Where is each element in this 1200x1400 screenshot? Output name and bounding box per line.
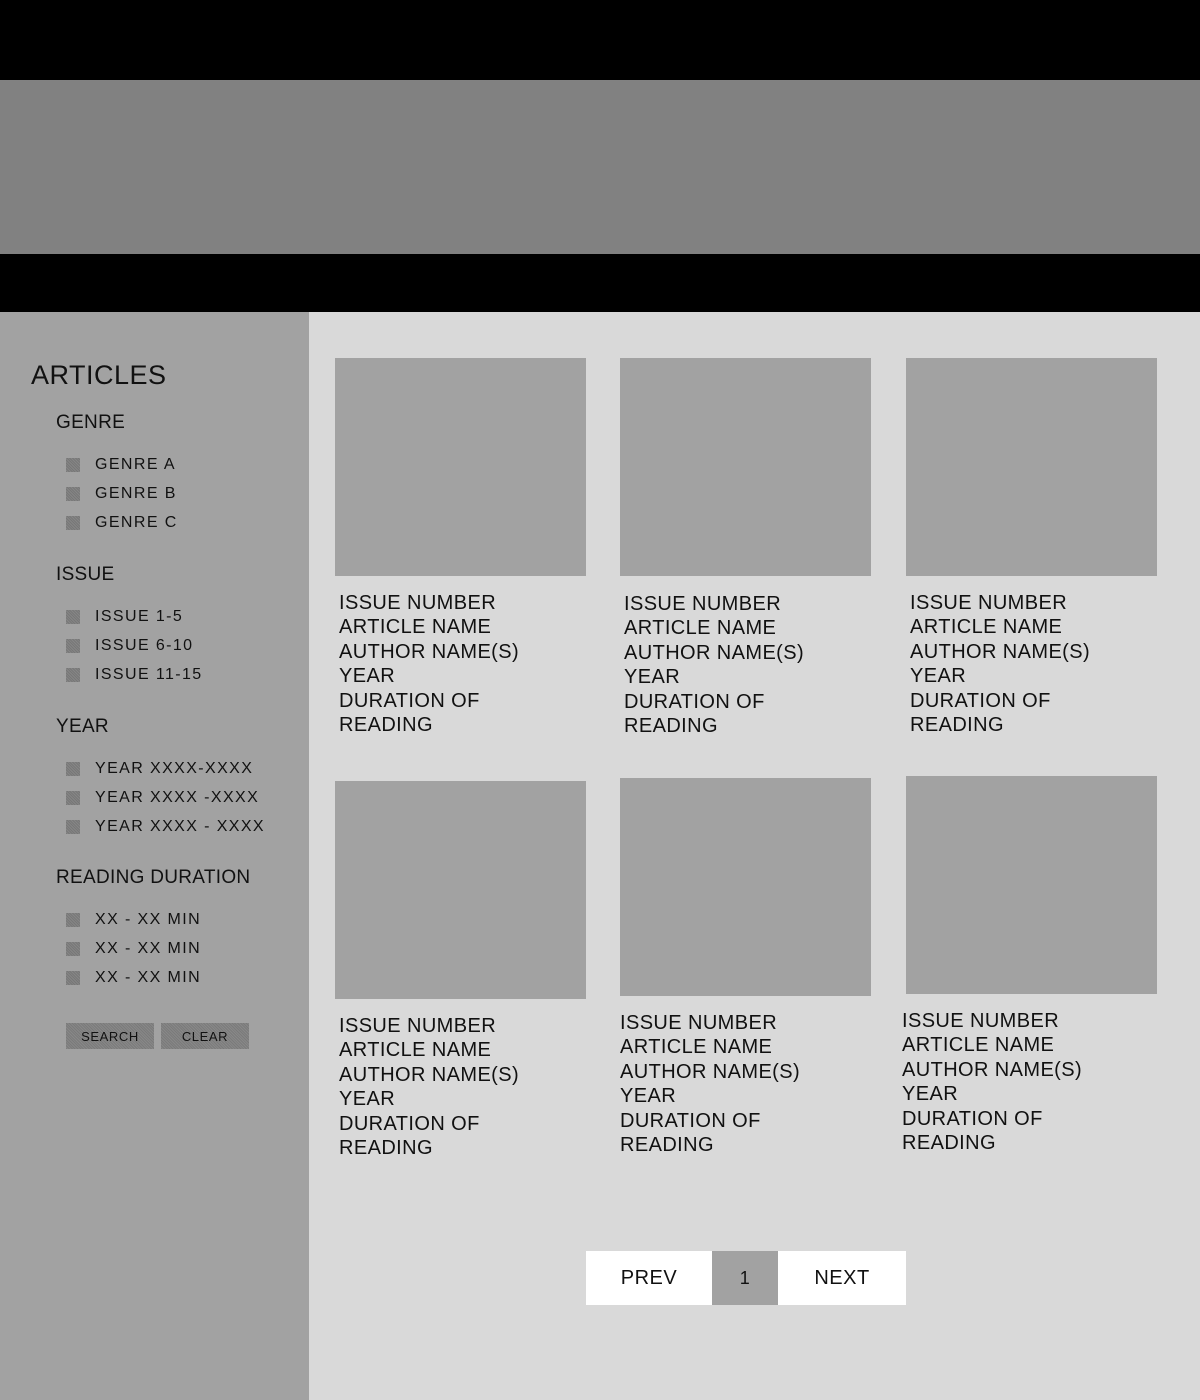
author-names: AUTHOR NAME(S) <box>624 641 805 664</box>
filter-option-label: GENRE A <box>95 455 176 473</box>
filter-option-duration-3[interactable] <box>66 963 250 992</box>
prev-page-button[interactable]: PREV <box>586 1251 712 1305</box>
filter-option-duration-2[interactable] <box>66 934 250 963</box>
filter-group-year <box>56 716 265 841</box>
filter-option-year-2[interactable] <box>66 783 265 812</box>
filter-option-label: GENRE C <box>95 513 178 531</box>
article-thumbnail[interactable] <box>335 781 586 999</box>
article-year: YEAR <box>902 1083 959 1106</box>
filter-heading-issue: ISSUE <box>56 564 115 585</box>
pagination <box>586 1251 906 1305</box>
reading-duration-line-1: DURATION OF <box>339 1112 480 1135</box>
article-thumbnail[interactable] <box>620 778 871 996</box>
article-year: YEAR <box>624 666 681 689</box>
article-card[interactable] <box>902 776 1157 1155</box>
article-name[interactable]: ARTICLE NAME <box>910 616 1063 639</box>
article-name[interactable]: ARTICLE NAME <box>339 1039 492 1062</box>
article-thumbnail[interactable] <box>906 358 1157 576</box>
checkbox-icon[interactable] <box>66 639 80 653</box>
filter-group-reading-duration <box>56 867 250 992</box>
filter-heading-year: YEAR <box>56 716 109 737</box>
author-names: AUTHOR NAME(S) <box>339 640 520 663</box>
checkbox-icon[interactable] <box>66 516 80 530</box>
search-button[interactable]: SEARCH <box>66 1023 154 1049</box>
filter-option-genre-a[interactable] <box>66 450 178 479</box>
article-details <box>906 591 1157 737</box>
reading-duration-line-2: READING <box>624 715 718 738</box>
article-details <box>902 1009 1157 1155</box>
article-year: YEAR <box>339 665 396 688</box>
article-thumbnail[interactable] <box>620 358 871 576</box>
article-card[interactable] <box>335 358 586 737</box>
filter-option-year-1[interactable] <box>66 754 265 783</box>
filter-option-year-3[interactable] <box>66 812 265 841</box>
checkbox-icon[interactable] <box>66 791 80 805</box>
next-page-button[interactable]: NEXT <box>778 1251 906 1305</box>
article-card[interactable] <box>620 358 871 738</box>
reading-duration-line-2: READING <box>902 1132 996 1155</box>
filter-option-label: XX - XX MIN <box>95 910 202 928</box>
filter-option-issue-1-5[interactable] <box>66 602 203 631</box>
filter-option-label: YEAR XXXX -XXXX <box>95 788 260 806</box>
issue-number: ISSUE NUMBER <box>902 1010 1060 1032</box>
article-details <box>335 1014 586 1160</box>
filter-option-duration-1[interactable] <box>66 905 250 934</box>
filter-option-label: XX - XX MIN <box>95 939 202 957</box>
article-thumbnail[interactable] <box>335 358 586 576</box>
reading-duration-line-2: READING <box>339 1137 433 1160</box>
filter-option-label: YEAR XXXX - XXXX <box>95 817 266 835</box>
reading-duration-line-1: DURATION OF <box>624 690 765 713</box>
issue-number: ISSUE NUMBER <box>624 593 782 615</box>
current-page-button[interactable]: 1 <box>712 1251 778 1305</box>
clear-button[interactable]: CLEAR <box>161 1023 249 1049</box>
issue-number: ISSUE NUMBER <box>339 592 497 614</box>
top-header-bar <box>0 0 1200 80</box>
filter-option-genre-b[interactable] <box>66 479 178 508</box>
article-year: YEAR <box>910 665 967 688</box>
filter-option-issue-11-15[interactable] <box>66 660 203 689</box>
reading-duration-line-2: READING <box>339 714 433 737</box>
filter-heading-reading-duration: READING DURATION <box>56 867 251 888</box>
reading-duration-line-1: DURATION OF <box>620 1109 761 1132</box>
article-thumbnail[interactable] <box>906 776 1157 994</box>
navigation-bar <box>0 254 1200 312</box>
article-year: YEAR <box>620 1085 677 1108</box>
checkbox-icon[interactable] <box>66 971 80 985</box>
reading-duration-line-1: DURATION OF <box>902 1107 1043 1130</box>
reading-duration-line-1: DURATION OF <box>339 689 480 712</box>
filter-option-label: ISSUE 11-15 <box>95 665 203 683</box>
filter-option-label: XX - XX MIN <box>95 968 202 986</box>
filter-option-label: ISSUE 1-5 <box>95 607 184 625</box>
author-names: AUTHOR NAME(S) <box>910 640 1091 663</box>
checkbox-icon[interactable] <box>66 487 80 501</box>
sidebar-title: ARTICLES <box>31 360 167 390</box>
filter-option-genre-c[interactable] <box>66 508 178 537</box>
article-name[interactable]: ARTICLE NAME <box>339 616 492 639</box>
author-names: AUTHOR NAME(S) <box>339 1063 520 1086</box>
article-name[interactable]: ARTICLE NAME <box>620 1036 773 1059</box>
filter-sidebar <box>0 312 309 1400</box>
issue-number: ISSUE NUMBER <box>339 1015 497 1037</box>
reading-duration-line-2: READING <box>620 1134 714 1157</box>
filter-option-issue-6-10[interactable] <box>66 631 203 660</box>
checkbox-icon[interactable] <box>66 942 80 956</box>
reading-duration-line-2: READING <box>910 714 1004 737</box>
article-details <box>335 591 586 737</box>
checkbox-icon[interactable] <box>66 820 80 834</box>
article-card[interactable] <box>906 358 1157 737</box>
reading-duration-line-1: DURATION OF <box>910 689 1051 712</box>
article-details <box>620 1011 871 1157</box>
hero-banner <box>0 80 1200 254</box>
articles-grid <box>309 312 1200 1400</box>
checkbox-icon[interactable] <box>66 458 80 472</box>
article-card[interactable] <box>335 781 586 1160</box>
article-name[interactable]: ARTICLE NAME <box>624 617 777 640</box>
author-names: AUTHOR NAME(S) <box>902 1058 1083 1081</box>
author-names: AUTHOR NAME(S) <box>620 1060 801 1083</box>
article-year: YEAR <box>339 1088 396 1111</box>
filter-option-label: GENRE B <box>95 484 177 502</box>
filter-option-label: YEAR XXXX-XXXX <box>95 759 254 777</box>
checkbox-icon[interactable] <box>66 668 80 682</box>
checkbox-icon[interactable] <box>66 913 80 927</box>
checkbox-icon[interactable] <box>66 762 80 776</box>
filter-group-genre <box>56 412 178 537</box>
article-card[interactable] <box>620 778 871 1157</box>
filter-group-issue <box>56 564 203 689</box>
filter-heading-genre: GENRE <box>56 412 126 433</box>
issue-number: ISSUE NUMBER <box>910 592 1068 614</box>
issue-number: ISSUE NUMBER <box>620 1012 778 1034</box>
filter-option-label: ISSUE 6-10 <box>95 636 194 654</box>
article-name[interactable]: ARTICLE NAME <box>902 1034 1055 1057</box>
checkbox-icon[interactable] <box>66 610 80 624</box>
article-details <box>620 592 871 738</box>
